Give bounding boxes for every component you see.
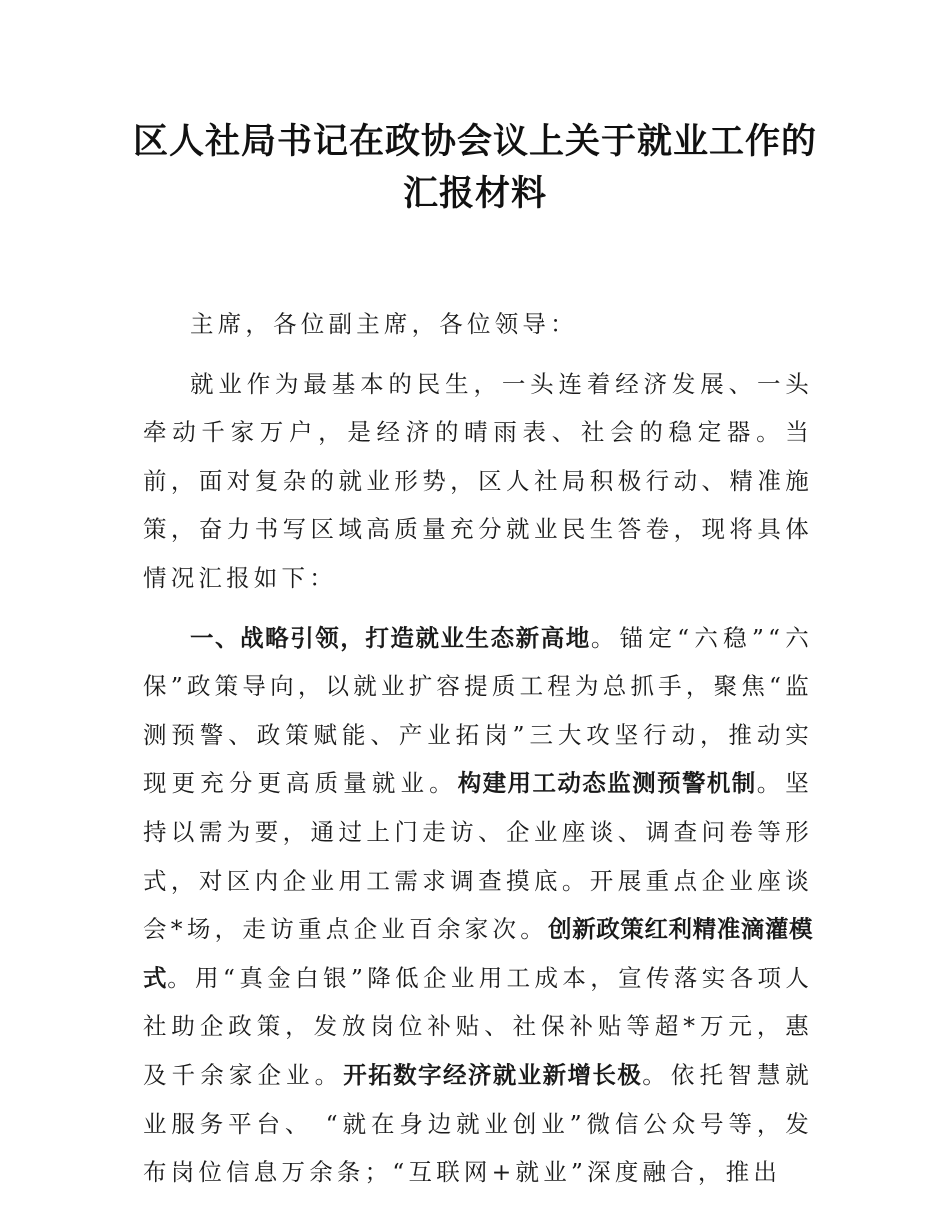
section-1-paragraph [143,614,813,1197]
document-title [120,116,830,220]
section-1-subheading-2: 创新政策红利精准滴灌模式 [143,915,814,992]
section-1-text-4: 。依托智慧就业服务平台、 “就在身边就业创业”微信公众号等，发布岗位信息万余条；“互联网+就业”深度融合，推出 [143,1060,814,1187]
intro-paragraph: 就业作为最基本的民生，一头连着经济发展、一头牵动千家万户，是经济的晴雨表、社会的稳定器。当前，面对复杂的就业形势，区人社局积极行动、精准施策，奋力书写区域高质量充分就业民生答卷，现将具体情况汇报如下： [143,369,813,592]
salutation: 主席，各位副主席，各位领导： [190,310,578,338]
title-line-1: 区人社局书记在政协会议上关于就业工作的 [132,122,817,162]
section-1-subheading-3: 开拓数字经济就业新增长极 [343,1060,643,1089]
section-1-text-2: 。坚持以需为要，通过上门走访、企业座谈、调查问卷等形式，对区内企业用工需求调查摸底。开展重点企业座谈会*场，走访重点企业百余家次。 [143,769,813,944]
title-line-2: 汇报材料 [402,174,547,214]
section-1-heading: 一、战略引领，打造就业生态新高地 [190,623,591,652]
section-1-text-1: 。锚定“六稳”“六保”政策导向，以就业扩容提质工程为总抓手，聚焦“监测预警、政策赋能、产业拓岗”三大攻坚行动，推动实现更充分更高质量就业。 [143,623,814,798]
document-body [143,300,813,1208]
section-1-subheading-1: 构建用工动态监测预警机制 [457,769,757,798]
section-1-text-3: 。用“真金白银”降低企业用工成本，宣传落实各项人社助企政策，发放岗位补贴、社保补贴等超*万元，惠及千余家企业。 [143,963,814,1089]
